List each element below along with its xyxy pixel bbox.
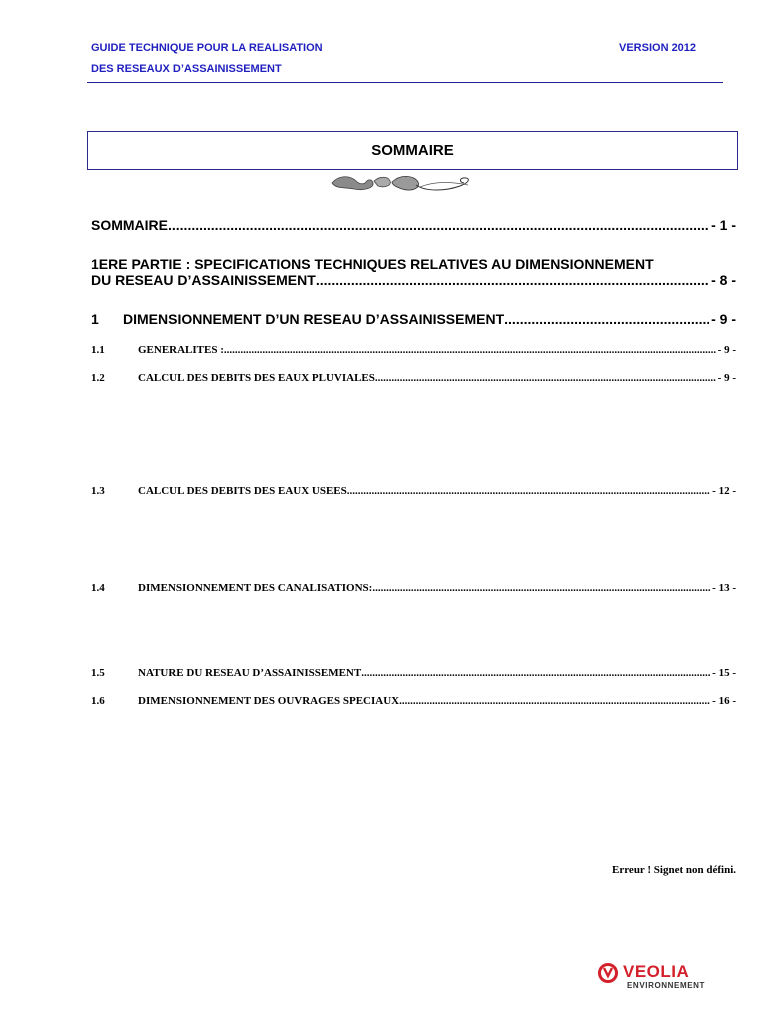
toc-label: DIMENSIONNEMENT DES CANALISATIONS: [138,582,373,594]
toc-entry-section-1-5[interactable] [91,667,736,679]
toc-entry-section-1-1[interactable] [91,344,736,356]
toc-leader [372,582,710,594]
toc-page: - 16 - [712,695,736,707]
toc-number: 1 [91,311,99,327]
header-rule [87,82,723,83]
toc-label: CALCUL DES DEBITS DES EAUX PLUVIALES [138,372,375,384]
toc-label: NATURE DU RESEAU D’ASSAINISSEMENT [138,667,362,679]
logo-subtitle: ENVIRONNEMENT [627,981,706,990]
toc-label-line2: DU RESEAU D’ASSAINISSEMENT [91,272,316,288]
summary-title-box [87,131,738,170]
veolia-logo [597,962,723,992]
toc-label: DIMENSIONNEMENT DES OUVRAGES SPECIAUX [138,695,400,707]
toc-leader [361,667,710,679]
header-title-line2: DES RESEAUX D’ASSAINISSEMENT [91,63,282,75]
toc-number: 1.1 [91,344,105,356]
toc-entry-section-1-6[interactable] [91,695,736,707]
toc-entry-section-1-4[interactable] [91,582,736,594]
toc-page: - 1 - [711,217,736,233]
toc-number: 1.3 [91,485,105,497]
toc-number: 1.4 [91,582,105,594]
toc-number: 1.5 [91,667,105,679]
toc-entry-section-1-3[interactable] [91,485,736,497]
summary-title: SOMMAIRE [371,142,454,159]
toc-page: - 13 - [712,582,736,594]
toc-label: DIMENSIONNEMENT D’UN RESEAU D’ASSAINISSEMENT [123,311,505,327]
toc-entry-section-1-2[interactable] [91,372,736,384]
toc-entry-part1[interactable] [91,256,736,288]
toc-label: SOMMAIRE [91,217,168,233]
toc-number: 1.6 [91,695,105,707]
toc-label-line1: 1ERE PARTIE : SPECIFICATIONS TECHNIQUES RELATIVES AU DIMENSIONNEMENT [91,256,654,272]
toc-number: 1.2 [91,372,105,384]
toc-label: CALCUL DES DEBITS DES EAUX USEES [138,485,347,497]
toc-entry-sommaire[interactable] [91,217,736,233]
toc-page: - 9 - [717,344,736,356]
toc-page: - 8 - [711,272,736,288]
ornament-flourish-icon [328,172,474,194]
toc-entry-chapter1[interactable] [91,311,736,327]
bookmark-error-note: Erreur ! Signet non défini. [612,864,736,876]
toc-leader [224,344,716,356]
toc-page: - 9 - [717,372,736,384]
toc-page: - 12 - [712,485,736,497]
toc-leader [399,695,710,707]
toc-leader [347,485,710,497]
toc-page: - 15 - [712,667,736,679]
toc-leader [504,311,709,327]
header-title-line1: GUIDE TECHNIQUE POUR LA REALISATION [91,42,323,54]
toc-leader [168,217,709,233]
veolia-logo-icon [597,962,619,984]
toc-leader [316,272,709,288]
toc-label: GENERALITES : [138,344,224,356]
toc-page: - 9 - [711,311,736,327]
logo-name: VEOLIA [623,962,690,981]
toc-leader [375,372,716,384]
header-version: VERSION 2012 [619,42,697,54]
